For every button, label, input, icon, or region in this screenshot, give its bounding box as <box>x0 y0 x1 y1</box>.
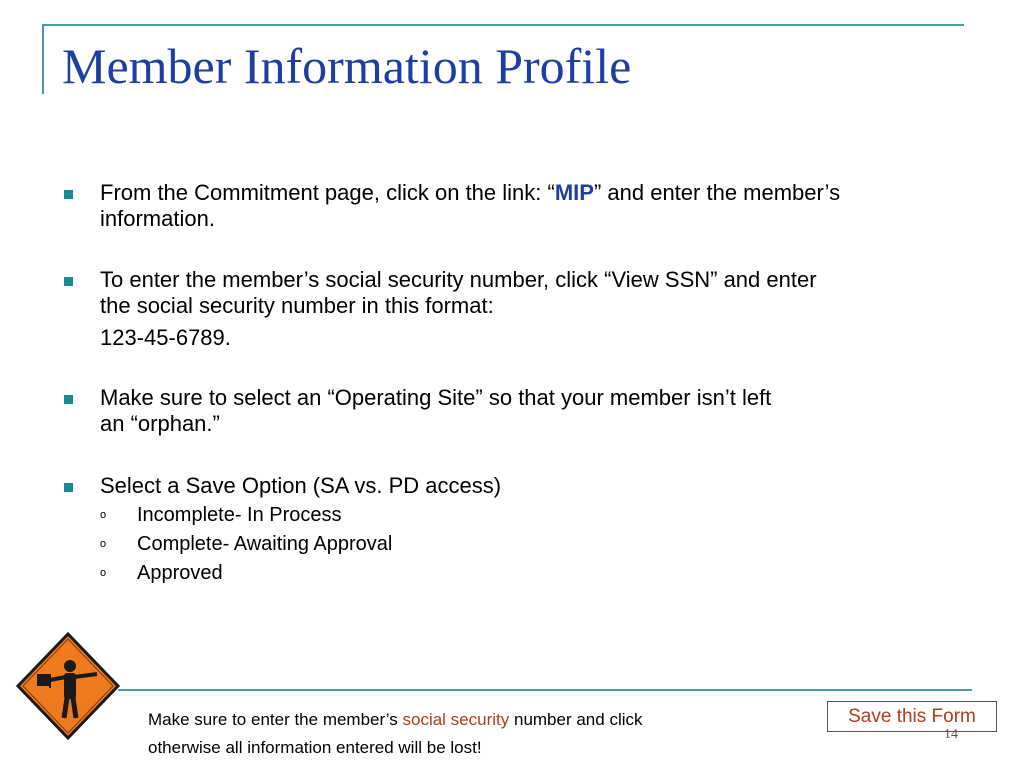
bullet-marker <box>64 277 73 286</box>
bullet-text: Select a Save Option (SA vs. PD access) <box>100 473 502 498</box>
bullet-marker <box>64 395 73 404</box>
sub-bullet-marker: o <box>100 538 107 550</box>
save-option-item: Incomplete- In Process <box>137 504 342 526</box>
bullet-marker <box>64 483 73 492</box>
mip-link[interactable]: MIP <box>554 180 594 205</box>
save-option-item: Approved <box>137 562 223 584</box>
footer-emphasis: social security <box>402 710 510 729</box>
sub-bullet-marker: o <box>100 567 107 579</box>
save-form-button[interactable]: Save this Form <box>827 701 997 732</box>
ssn-format-example: 123-45-6789. <box>100 325 231 350</box>
bullet-text: To enter the member’s social security number, click “View SSN” and enter the social security number in this format: <box>100 267 817 318</box>
left-rule <box>42 24 44 94</box>
bottom-rule <box>118 689 972 691</box>
construction-flagger-sign-icon <box>14 630 122 742</box>
bullet-text: Make sure to select an “Operating Site” so that your member isn’t left an “orphan.” <box>100 385 772 436</box>
page-title: Member Information Profile <box>62 38 632 94</box>
bullet-marker <box>64 190 73 199</box>
page-number: 14 <box>944 727 958 742</box>
save-option-item: Complete- Awaiting Approval <box>137 533 393 555</box>
footer-note: Make sure to enter the member’s social security number and click otherwise all information entered will be lost! <box>148 710 643 757</box>
top-rule <box>42 24 964 26</box>
bullet-text: From the Commitment page, click on the link: “MIP” and enter the member’s information. <box>100 180 841 231</box>
sub-bullet-marker: o <box>100 509 107 521</box>
